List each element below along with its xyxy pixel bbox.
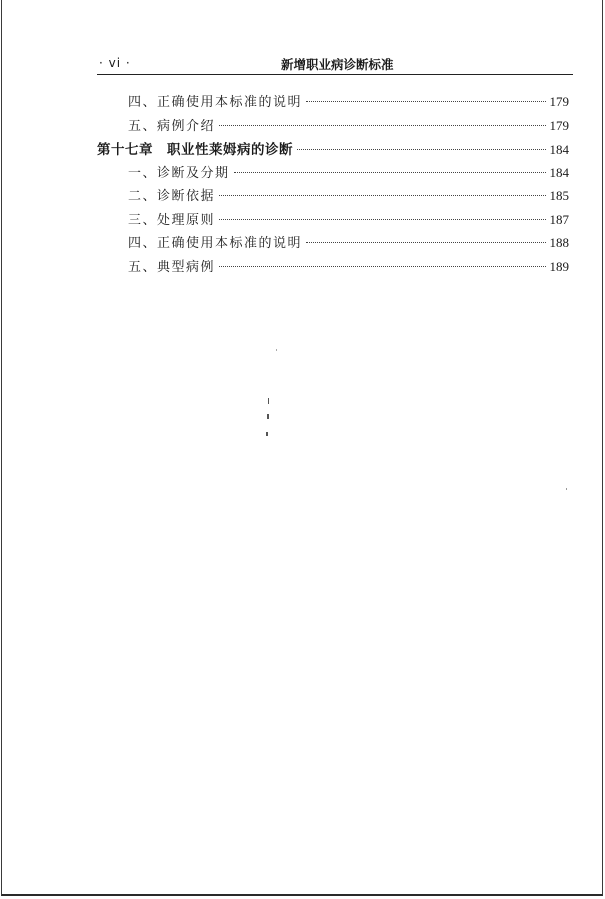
toc-entry-title: 一、诊断及分期 bbox=[128, 165, 230, 181]
toc-entry bbox=[97, 162, 569, 186]
toc-entry-title: 四、正确使用本标准的说明 bbox=[128, 95, 303, 110]
toc-entry-title: 二、诊断依据 bbox=[128, 189, 216, 204]
book-title: 新增职业病诊断标准 bbox=[281, 57, 394, 72]
dot-leader bbox=[219, 219, 545, 220]
dot-leader bbox=[234, 172, 546, 173]
toc-entry-page: 187 bbox=[549, 211, 569, 227]
toc-entry bbox=[97, 115, 569, 139]
running-header bbox=[97, 52, 573, 75]
toc-entry bbox=[97, 209, 569, 233]
toc-entry-page: 189 bbox=[549, 258, 569, 274]
toc-entry-page: 179 bbox=[549, 94, 569, 109]
toc-entry bbox=[97, 185, 569, 209]
toc-entry-title: 四、正确使用本标准的说明 bbox=[128, 236, 303, 251]
toc-entry bbox=[97, 256, 569, 280]
scan-speck bbox=[266, 432, 268, 436]
toc-entry-page: 184 bbox=[549, 164, 569, 180]
toc-entry-page: 179 bbox=[549, 117, 569, 133]
dot-leader bbox=[306, 101, 545, 102]
scan-speck bbox=[566, 488, 567, 490]
dot-leader bbox=[219, 125, 545, 126]
toc-chapter-title: 第十七章 职业性莱姆病的诊断 bbox=[97, 142, 293, 158]
toc-entry-page: 188 bbox=[549, 235, 569, 250]
dot-leader bbox=[306, 242, 545, 243]
scan-speck bbox=[268, 398, 269, 404]
toc-entry-title: 三、处理原则 bbox=[128, 212, 216, 228]
page-folio: · vi · bbox=[99, 56, 131, 70]
scan-speck bbox=[276, 349, 277, 351]
scan-speck bbox=[267, 414, 269, 419]
table-of-contents bbox=[97, 91, 569, 279]
toc-entry-page: 185 bbox=[549, 188, 569, 203]
toc-entry-title: 五、病例介绍 bbox=[128, 118, 216, 134]
toc-entry-title: 五、典型病例 bbox=[128, 259, 216, 275]
dot-leader bbox=[219, 266, 545, 267]
dot-leader bbox=[297, 149, 546, 150]
toc-chapter-entry bbox=[97, 138, 569, 162]
toc-entry-page: 184 bbox=[549, 142, 569, 157]
toc-entry bbox=[97, 232, 569, 256]
dot-leader bbox=[219, 195, 545, 196]
toc-entry bbox=[97, 91, 569, 115]
